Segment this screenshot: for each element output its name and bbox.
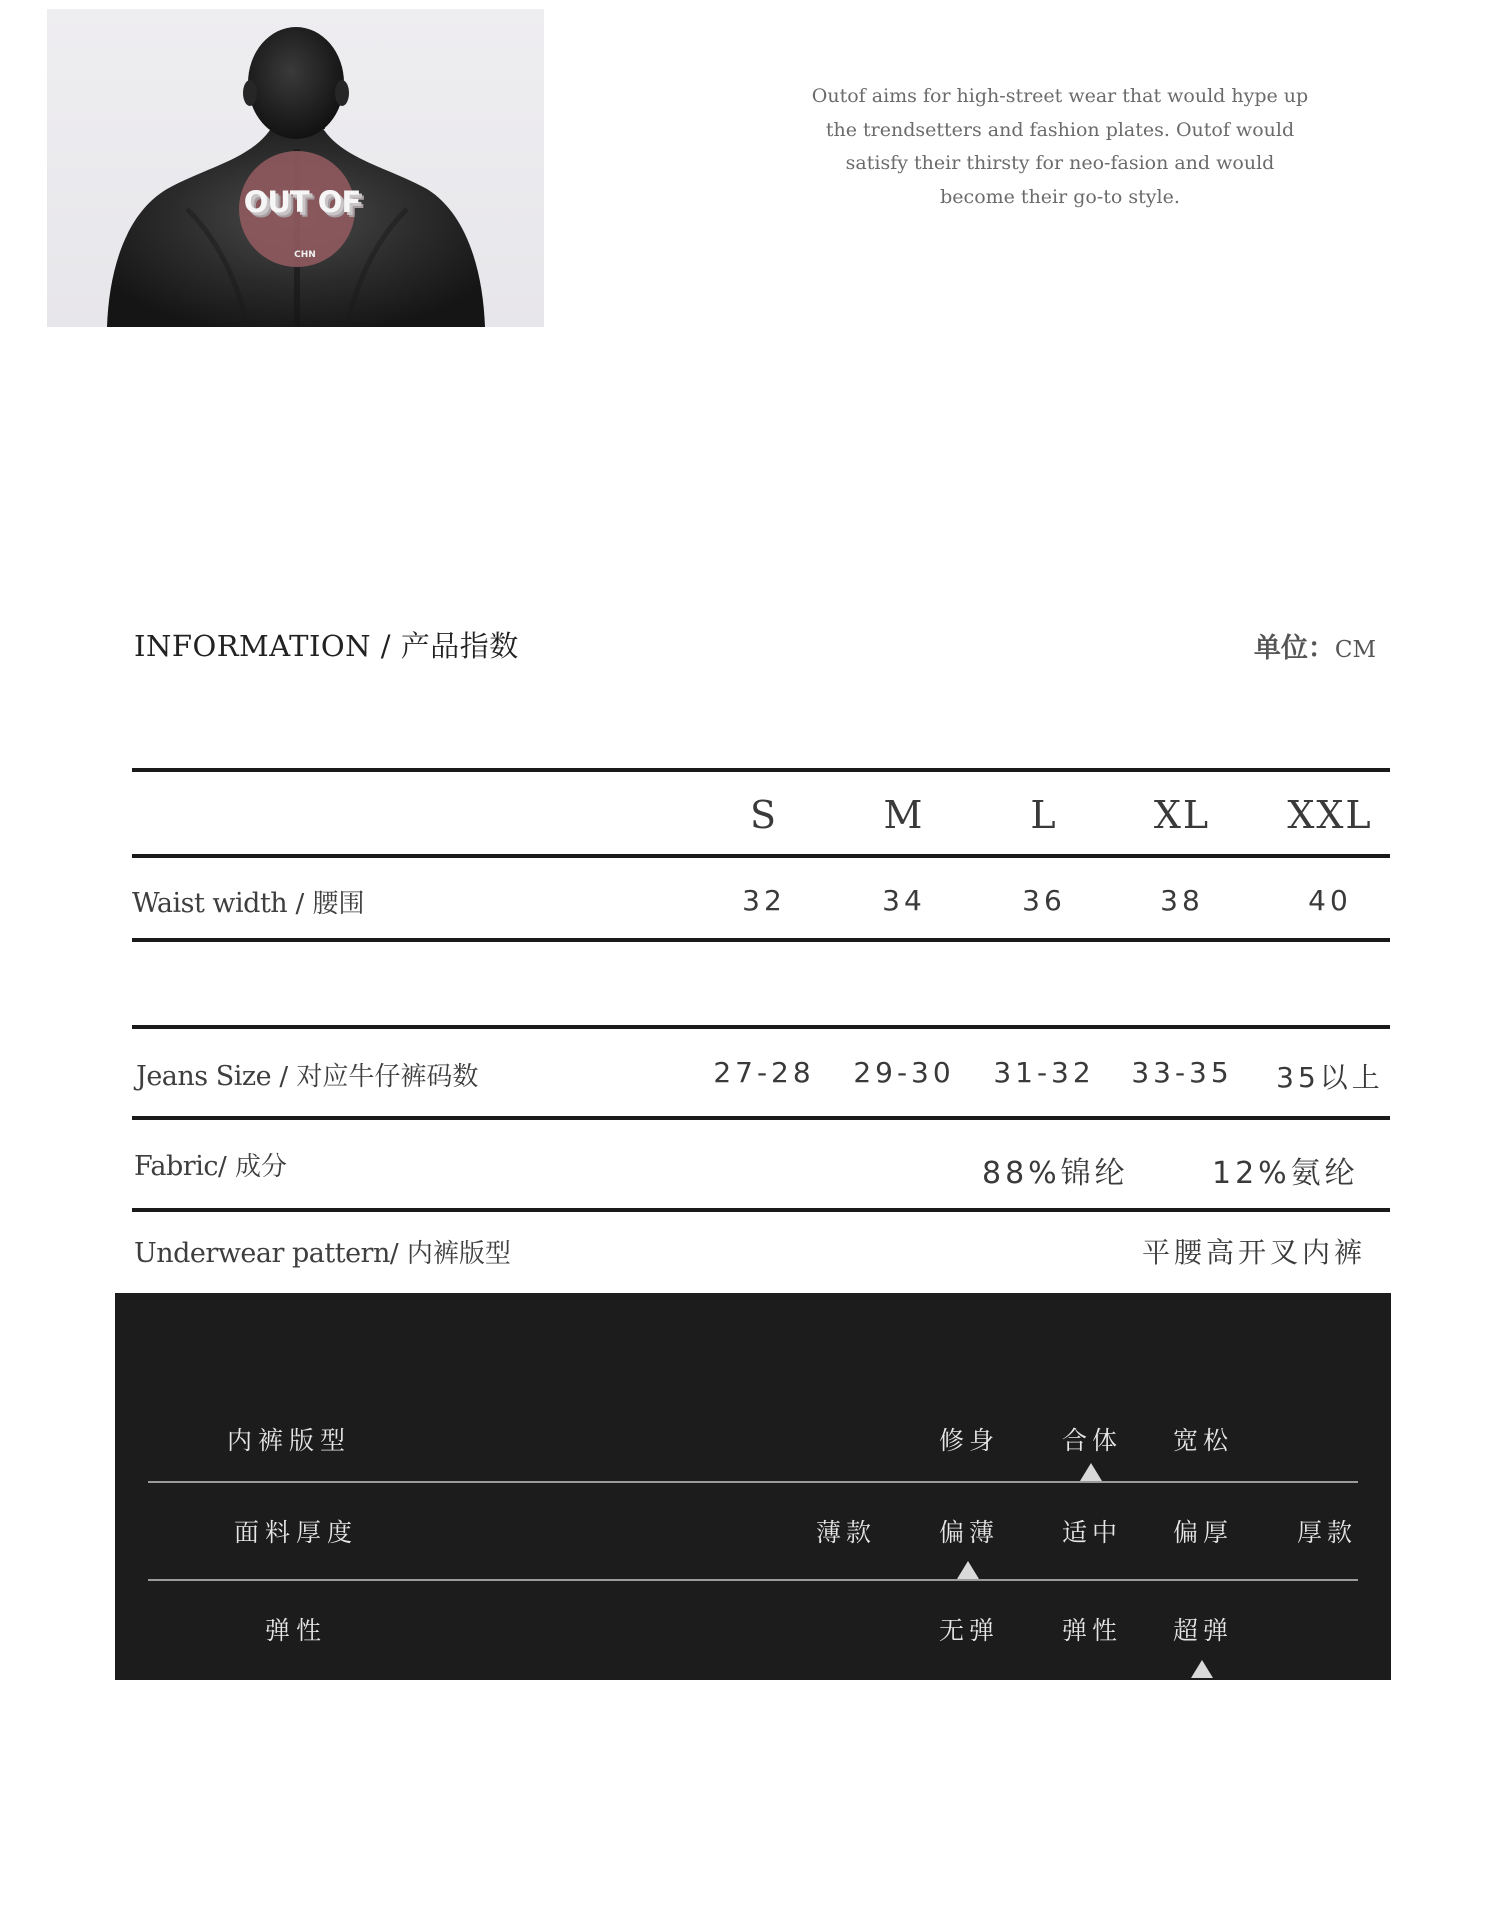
table-rule [132, 938, 1390, 942]
brand-intro [770, 80, 1350, 214]
waist-cell: 34 [882, 884, 926, 917]
model-back-image [47, 9, 544, 327]
size-header-xxl: XXL [1287, 793, 1373, 837]
thickness-option-thick: 厚款 [1296, 1518, 1357, 1547]
fit-option-loose: 宽松 [1172, 1426, 1233, 1455]
brand-logo-sub: CHN [294, 250, 316, 260]
jeans-label [136, 1056, 478, 1093]
waist-label-en: Waist width [132, 888, 288, 919]
fabric-label-cn: / 成分 [217, 1152, 287, 1182]
fabric-label [134, 1146, 287, 1183]
jeans-cell: 29-30 [853, 1056, 955, 1089]
jeans-label-en: Jeans Size [136, 1061, 272, 1092]
table-rule [132, 854, 1390, 858]
jeans-cell: 33-35 [1131, 1056, 1233, 1089]
waist-cell: 32 [742, 884, 786, 917]
jeans-cell: 27-28 [713, 1056, 815, 1089]
fabric-label-en: Fabric [134, 1151, 218, 1182]
panel-label-elasticity: 弹性 [265, 1616, 328, 1645]
panel-divider [148, 1579, 1358, 1581]
pattern-value: 平腰高开叉内裤 [1141, 1236, 1366, 1269]
size-header-s: S [749, 793, 779, 837]
elasticity-option-stretch: 弹性 [1061, 1616, 1122, 1645]
thickness-option-slightly-thick: 偏厚 [1172, 1518, 1233, 1547]
thickness-option-slightly-thin: 偏薄 [938, 1518, 999, 1547]
table-rule [132, 1116, 1390, 1120]
panel-label-fit: 内裤版型 [227, 1426, 352, 1455]
fabric-value-nylon: 88%锦纶 [982, 1156, 1129, 1191]
thickness-selected-marker [957, 1561, 979, 1579]
fit-option-regular: 合体 [1061, 1426, 1122, 1455]
size-header-m: M [883, 793, 925, 837]
attribute-panel [115, 1293, 1391, 1680]
table-rule [132, 768, 1390, 772]
brand-logo: OUT OF [243, 185, 361, 219]
waist-cell: 38 [1160, 884, 1204, 917]
hero-photo [47, 9, 544, 327]
jeans-cell: 31-32 [993, 1056, 1095, 1089]
unit-label [1254, 626, 1376, 665]
fit-option-slim: 修身 [938, 1426, 999, 1455]
intro-line: satisfy their thirsty for neo-fasion and would [845, 152, 1275, 174]
waist-label [132, 883, 365, 920]
fabric-value-spandex: 12%氨纶 [1212, 1156, 1359, 1191]
table-rule [132, 1208, 1390, 1212]
jeans-cell: 35以上 [1276, 1061, 1384, 1094]
unit-value: CM [1334, 637, 1376, 663]
thickness-option-thin: 薄款 [815, 1518, 876, 1547]
elasticity-option-super: 超弹 [1172, 1616, 1233, 1645]
pattern-label [134, 1233, 511, 1270]
waist-label-cn: / 腰围 [287, 889, 365, 919]
elasticity-selected-marker [1191, 1660, 1213, 1678]
pattern-label-en: Underwear pattern [134, 1238, 390, 1269]
intro-line: the trendsetters and fashion plates. Outof would [825, 118, 1295, 141]
size-header-l: L [1030, 793, 1058, 837]
waist-cell: 36 [1022, 884, 1066, 917]
size-header-xl: XL [1153, 793, 1211, 837]
intro-line: Outof aims for high-street wear that would hype up [811, 85, 1309, 107]
intro-line: become their go-to style. [940, 185, 1180, 208]
pattern-label-cn: / 内裤版型 [389, 1239, 511, 1269]
unit-label-text: 单位： [1253, 633, 1335, 664]
section-title: INFORMATION / 产品指数 [134, 629, 519, 663]
fit-selected-marker [1080, 1463, 1102, 1481]
waist-cell: 40 [1308, 884, 1352, 917]
jeans-label-cn: / 对应牛仔裤码数 [271, 1062, 479, 1092]
thickness-option-medium: 适中 [1061, 1518, 1122, 1547]
panel-label-thickness: 面料厚度 [234, 1518, 359, 1547]
panel-divider [148, 1481, 1358, 1483]
elasticity-option-none: 无弹 [938, 1616, 999, 1645]
table-rule [132, 1025, 1390, 1029]
